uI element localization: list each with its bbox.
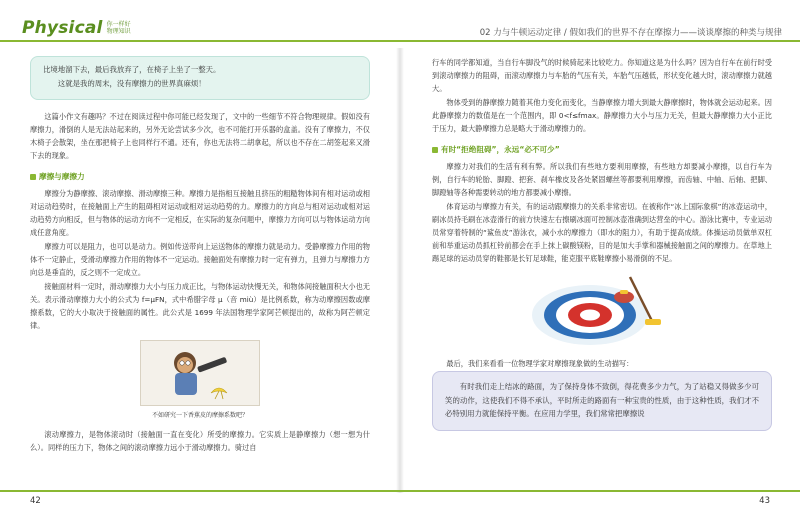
right-page-header [400,0,800,48]
body-paragraph: 滚动摩擦力，是物体滚动时（接触面一直在变化）所受的摩擦力。它实质上是静摩擦力（想一想为什么）。同样的压力下，物体之间的滚动摩擦力远小于滑动摩擦力。骑过自 [30,430,370,452]
footer-divider [400,490,800,492]
left-page-header [0,0,400,48]
heading-bullet-icon [432,147,438,153]
body-paragraph: 摩擦分为静摩擦、滚动摩擦、滑动摩擦三种。摩擦力是指相互接触且挤压的粗糙物体间有相对运动或相对运动趋势时，在接触面上产生的阻碍相对运动或相对运动趋势的力。摩擦力的方向总与相对运动或相对运动趋势方向相反，但与物体的运动方向不一定相反，在实际的复杂问题中，摩擦力方向可以与物体运动方向成任意角度。 [30,189,370,237]
brand-subtitle: 你一样好 物理知识 [106,21,131,35]
figure-caption: 不如研究一下香蕉皮的摩擦系数吧？ [151,412,248,419]
header-divider [400,40,800,42]
body-paragraph: 物体受到的静摩擦力随着其他力变化而变化，当静摩擦力增大到最大静摩擦时，物体就会运动起来。因此静摩擦力的数值是在一个范围内，即 0<f≤fmax。静摩擦力大小与压力无关，但最大静摩擦力大小正比于压力，最大静摩擦力总是略大于滑动摩擦力的。 [432,98,772,133]
section-heading: 摩擦与摩擦力 [30,170,370,183]
story-callout [30,56,370,100]
banana-peel-illustration [140,340,260,406]
callout-line: 比境地溜下去，最后我放弃了，在椅子上坐了一整天。 [43,65,221,74]
right-page-content [432,56,772,441]
intro-paragraph: 这篇小作文有趣吗？不过在阅读过程中你可能已经发现了，文中的一些细节不符合物理规律。假如没有摩擦力，滑倒的人是无法站起来的，另外无论尝试多少次，也不可能打开乐器的盒盖。没有了摩擦力，不仅木椅子会散架，坐在那把椅子上也同样行不通。还有，你也无法将二胡拿起，所以也不存在二胡签起来又滑下去的现象。 [30,112,370,160]
curling-stone-icon [520,271,670,351]
body-paragraph: 摩擦力对我们的生活有利有弊。所以我们有些地方要利用摩擦，有些地方却要减小摩擦，以自行车为例，自行车的轮胎、脚蹬、把套、刹车橡皮及各处紧固螺丝等都要利用摩擦，而齿轴、中轴、后轴、把脚、脚蹬轴等各种需要转动的地方都要减小摩擦。 [432,162,772,197]
body-paragraph: 行车的同学都知道，当自行车脚没气的时候骑起来比较吃力。你知道这是为什么吗？因为自行车在前行时受到滚动摩擦力的阻碍，而滚动摩擦力与车胎的气压有关，车胎气压越低，形状变化越大时，滚动摩擦力就越大。 [432,58,772,93]
page-number: 42 [30,496,41,506]
lead-in-paragraph: 最后，我们来看看一位物理学家对摩擦现象做的生动描写： [446,359,634,368]
left-page-content [30,56,370,455]
footer-divider [0,490,400,492]
page-number: 43 [759,496,770,506]
quote-callout [432,371,772,431]
cartoon-scientist-icon [141,341,260,406]
header-divider [0,40,400,42]
chapter-title: 02 力与牛顿运动定律 / 假如我们的世界不存在摩擦力——谈谈摩擦的种类与规律 [479,28,782,38]
book-gutter [396,48,404,493]
brand-logo [22,18,131,38]
heading-bullet-icon [30,174,36,180]
body-paragraph: 接触面材料一定时，滑动摩擦力大小与压力成正比，与物体运动快慢无关，和物体间接触面积大小也无关。表示滑动摩擦力大小的公式为 f=μFN，式中希腊字母 μ（音 miù）是比例系数，称为动摩擦因数或摩擦系数，它的大小取决于接触面的属性。此公式是 1699 年法国物理学家阿芒顿提出的，故称为阿芒顿定律。 [30,282,370,330]
callout-line: 这就是我的周末，没有摩擦力的世界真麻烦！ [57,79,206,88]
body-paragraph: 摩擦力可以是阻力，也可以是动力。例如传送带向上运送物体的摩擦力就是动力。受静摩擦力作用的物体不一定静止，受滑动摩擦力作用的物体不一定运动。接触面处有摩擦力时一定有弹力，且弹力与摩擦力方向总是垂直的，反之则不一定成立。 [30,242,370,277]
right-page-footer [400,490,800,514]
brand-title: Physical [22,18,103,38]
section-heading: 有时“拒绝阻碍”，永远“必不可少” [432,143,772,156]
left-page-footer [0,490,400,514]
banana-peel-figure [140,340,260,422]
quote-text: 有时我们走上结冰的路面，为了保持身体不致倒，得花费多少力气，为了站稳又得做多少可笑的动作，这使我们不得不承认，平时所走的路面有一种宝贵的性质，由于这种性质，我们才不必特别用力就能保持平衡。在应用力学里，我们常常把摩擦说 [445,382,759,418]
curling-illustration [520,271,670,351]
body-paragraph: 体育运动与摩擦力有关，有的运动跟摩擦力的关系非常密切。在被称作“冰上国际象棋”的冰壶运动中，刷冰员持毛刷在冰壶滑行的前方快速左右擦刷冰面可控制冰壶准确到达营垒的中心。游泳比赛中，专业运动员常穿着特制的“鲨鱼皮”游泳衣，减小水的摩擦力（即水的阻力），有助于提高成绩。体操运动员做单双杠前和举重运动员抓杠铃前都会在手上抹上碳酸镁粉，目的是加大手掌和器械接触面之间的摩擦力。在草地上踢足球的运动员穿的鞋都是长钉足球鞋，能克服平底鞋摩擦小易滑倒的不足。 [432,202,772,263]
